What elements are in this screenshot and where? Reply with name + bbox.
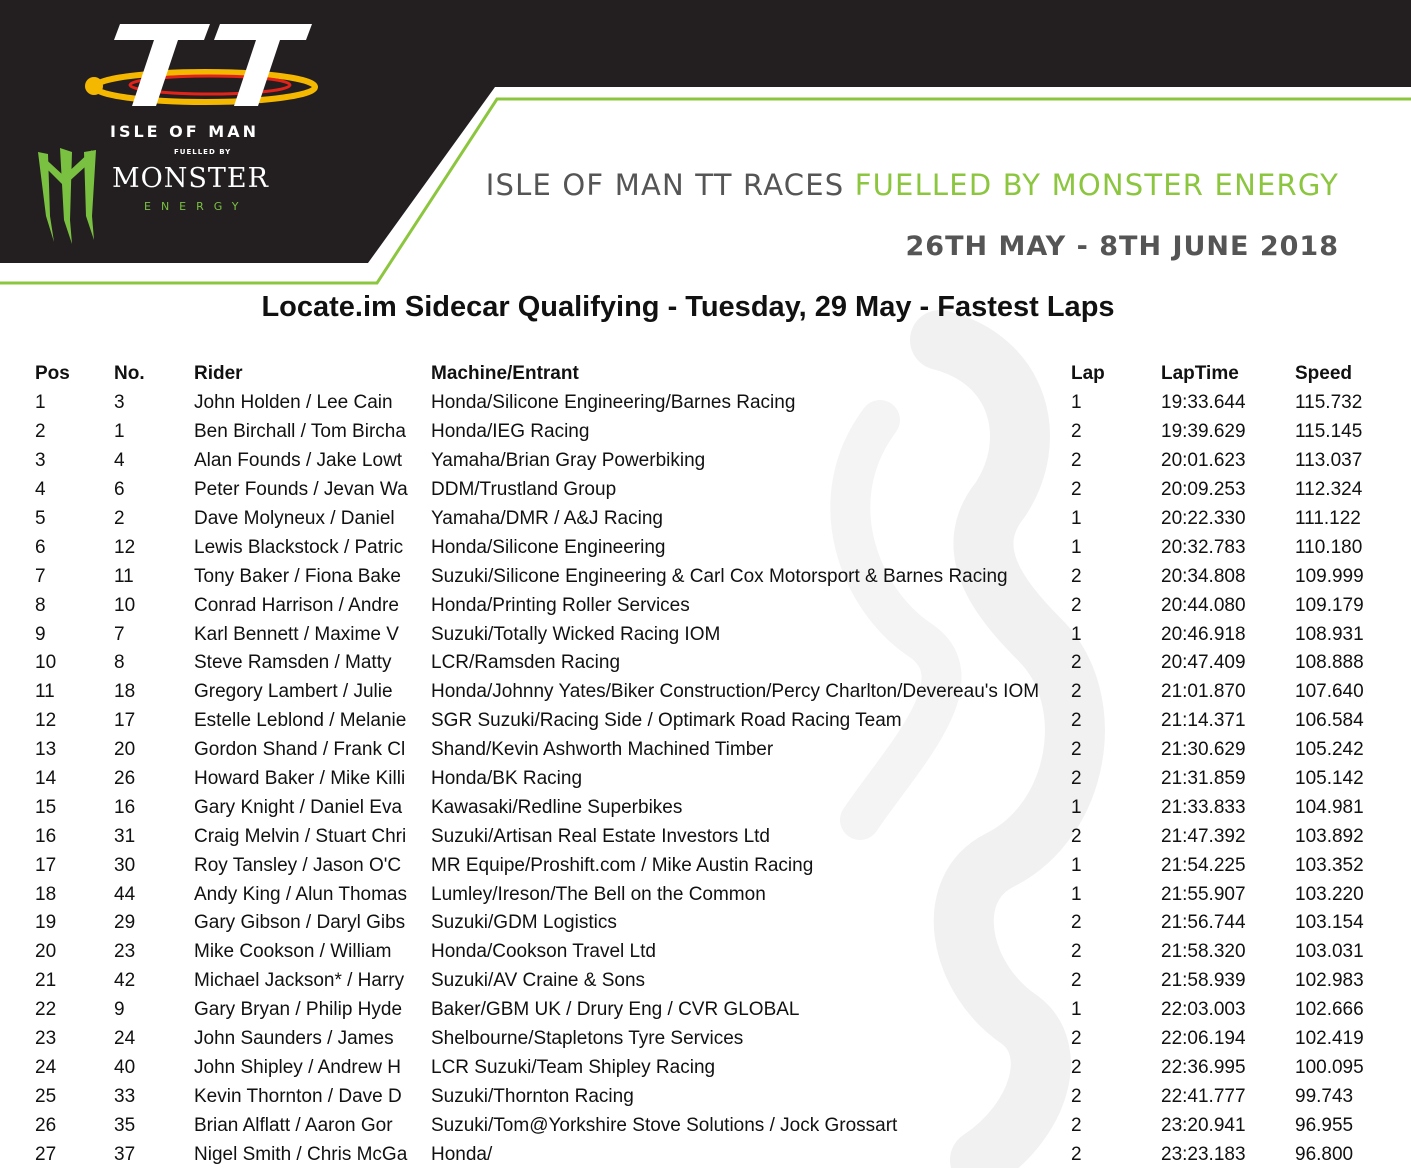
cell-rider: Conrad Harrison / Andre	[194, 594, 399, 616]
cell-pos: 14	[35, 768, 57, 790]
cell-no: 42	[114, 970, 136, 992]
cell-no: 10	[114, 594, 136, 616]
cell-pos: 19	[35, 912, 57, 934]
cell-lap: 2	[1071, 594, 1082, 616]
cell-rider: John Holden / Lee Cain	[194, 392, 393, 414]
page-title: Locate.im Sidecar Qualifying - Tuesday, 29 May - Fastest Laps	[261, 291, 1115, 323]
cell-pos: 5	[35, 508, 46, 529]
cell-machine: DDM/Trustland Group	[431, 479, 617, 501]
cell-rider: Craig Melvin / Stuart Chri	[194, 825, 407, 847]
cell-lap: 1	[1071, 796, 1082, 818]
cell-no: 18	[114, 681, 136, 703]
cell-rider: Gregory Lambert / Julie	[194, 681, 393, 703]
cell-lap: 2	[1071, 710, 1082, 732]
cell-rider: Gary Knight / Daniel Eva	[194, 796, 403, 818]
cell-no: 17	[114, 710, 136, 732]
cell-speed: 96.800	[1295, 1143, 1354, 1165]
cell-speed: 102.666	[1295, 999, 1364, 1021]
cell-laptime: 20:46.918	[1161, 623, 1246, 645]
monster-claw-icon	[34, 146, 106, 246]
cell-no: 4	[114, 450, 125, 472]
cell-machine: Yamaha/DMR / A&J Racing	[431, 508, 663, 529]
cell-rider: Gary Bryan / Philip Hyde	[194, 999, 403, 1021]
cell-pos: 9	[35, 623, 46, 645]
cell-pos: 4	[35, 479, 46, 501]
cell-machine: Lumley/Ireson/The Bell on the Common	[431, 883, 766, 905]
cell-laptime: 21:56.744	[1161, 912, 1246, 934]
cell-speed: 113.037	[1295, 450, 1363, 472]
cell-rider: Tony Baker / Fiona Bake	[194, 565, 401, 587]
cell-rider: Ben Birchall / Tom Bircha	[194, 421, 406, 443]
cell-no: 2	[114, 508, 125, 529]
cell-lap: 2	[1071, 970, 1082, 992]
cell-rider: Brian Alflatt / Aaron Gor	[194, 1114, 393, 1136]
race-series-title	[486, 168, 1339, 202]
cell-pos: 15	[35, 796, 57, 818]
cell-machine: Baker/GBM UK / Drury Eng / CVR GLOBAL	[431, 999, 800, 1021]
cell-rider: John Shipley / Andrew H	[194, 1056, 402, 1078]
cell-pos: 18	[35, 883, 57, 905]
cell-lap: 2	[1071, 479, 1082, 501]
table-row	[0, 793, 1405, 822]
cell-lap: 2	[1071, 825, 1082, 847]
cell-machine: SGR Suzuki/Racing Side / Optimark Road Racing Team	[431, 710, 902, 732]
table-row	[0, 620, 1405, 649]
cell-no: 9	[114, 999, 125, 1021]
table-row	[0, 851, 1405, 880]
cell-lap: 2	[1071, 450, 1082, 472]
cell-machine: Honda/IEG Racing	[431, 421, 590, 443]
cell-rider: Gordon Shand / Frank Cl	[194, 739, 406, 761]
table-row	[0, 1082, 1405, 1111]
cell-no: 24	[114, 1028, 136, 1050]
cell-lap: 2	[1071, 768, 1082, 790]
table-row	[0, 562, 1405, 591]
table-row	[0, 707, 1405, 736]
cell-no: 44	[114, 883, 136, 905]
cell-pos: 1	[35, 392, 46, 414]
table-row	[0, 938, 1405, 967]
cell-speed: 111.122	[1295, 508, 1361, 529]
cell-machine: LCR/Ramsden Racing	[431, 652, 621, 674]
cell-speed: 106.584	[1295, 710, 1364, 732]
cell-lap: 2	[1071, 565, 1082, 587]
cell-lap: 2	[1071, 1056, 1082, 1078]
cell-no: 26	[114, 768, 136, 790]
table-row	[0, 476, 1405, 505]
cell-rider: Karl Bennett / Maxime V	[194, 623, 399, 645]
cell-lap: 2	[1071, 739, 1082, 761]
cell-rider: Steve Ramsden / Matty	[194, 652, 392, 674]
cell-laptime: 20:01.623	[1161, 450, 1246, 472]
cell-laptime: 20:22.330	[1161, 508, 1246, 529]
cell-lap: 1	[1071, 623, 1082, 645]
cell-pos: 6	[35, 536, 46, 558]
race-series-title-green: FUELLED BY MONSTER ENERGY	[854, 168, 1339, 202]
results-table	[0, 358, 1405, 1169]
cell-machine: Yamaha/Brian Gray Powerbiking	[431, 450, 706, 472]
cell-laptime: 20:34.808	[1161, 565, 1246, 587]
cell-speed: 109.179	[1295, 594, 1364, 616]
cell-laptime: 21:47.392	[1161, 825, 1246, 847]
cell-pos: 3	[35, 450, 46, 472]
cell-no: 11	[114, 565, 134, 587]
cell-machine: Suzuki/AV Craine & Sons	[431, 970, 646, 992]
cell-laptime: 23:20.941	[1161, 1114, 1246, 1136]
cell-pos: 24	[35, 1056, 57, 1078]
cell-machine: Honda/Silicone Engineering/Barnes Racing	[431, 392, 796, 414]
cell-machine: Honda/	[431, 1143, 493, 1165]
cell-speed: 109.999	[1295, 565, 1364, 587]
cell-rider: Andy King / Alun Thomas	[194, 883, 407, 905]
cell-pos: 21	[35, 970, 57, 992]
cell-no: 12	[114, 536, 136, 558]
tt-logo-mark	[80, 22, 320, 112]
cell-speed: 96.955	[1295, 1114, 1354, 1136]
cell-pos: 27	[35, 1143, 57, 1165]
cell-rider: Alan Founds / Jake Lowt	[194, 450, 403, 472]
cell-lap: 1	[1071, 883, 1082, 905]
table-row	[0, 1140, 1405, 1169]
cell-laptime: 21:55.907	[1161, 883, 1246, 905]
cell-no: 35	[114, 1114, 136, 1136]
cell-rider: Nigel Smith / Chris McGa	[194, 1143, 408, 1165]
monster-brand: MONSTER	[112, 163, 269, 194]
tt-logo	[0, 0, 360, 260]
cell-machine: Shand/Kevin Ashworth Machined Timber	[431, 739, 774, 761]
cell-laptime: 22:06.194	[1161, 1028, 1246, 1050]
cell-lap: 2	[1071, 1143, 1082, 1165]
cell-speed: 103.031	[1295, 941, 1364, 963]
table-row	[0, 1053, 1405, 1082]
cell-rider: John Saunders / James	[194, 1028, 394, 1050]
cell-laptime: 21:33.833	[1161, 796, 1246, 818]
cell-no: 30	[114, 854, 136, 876]
table-row	[0, 909, 1405, 938]
cell-lap: 2	[1071, 652, 1082, 674]
cell-no: 40	[114, 1056, 136, 1078]
table-row	[0, 967, 1405, 996]
cell-machine: MR Equipe/Proshift.com / Mike Austin Racing	[431, 854, 814, 876]
cell-machine: Honda/Johnny Yates/Biker Construction/Percy Charlton/Devereau's IOM	[431, 681, 1040, 703]
cell-laptime: 22:36.995	[1161, 1056, 1246, 1078]
cell-rider: Kevin Thornton / Dave D	[194, 1085, 402, 1107]
cell-laptime: 22:41.777	[1161, 1085, 1246, 1107]
cell-speed: 107.640	[1295, 681, 1364, 703]
cell-machine: Honda/Cookson Travel Ltd	[431, 941, 656, 963]
cell-machine: Suzuki/Thornton Racing	[431, 1085, 634, 1107]
header-no: No.	[114, 362, 145, 384]
cell-lap: 2	[1071, 1085, 1082, 1107]
cell-rider: Estelle Leblond / Melanie	[194, 710, 407, 732]
cell-pos: 17	[35, 854, 57, 876]
cell-rider: Peter Founds / Jevan Wa	[194, 479, 408, 501]
cell-speed: 108.931	[1295, 623, 1364, 645]
table-row	[0, 533, 1405, 562]
cell-speed: 108.888	[1295, 652, 1364, 674]
cell-lap: 1	[1071, 392, 1082, 414]
cell-pos: 25	[35, 1085, 57, 1107]
event-date-range: 26TH MAY - 8TH JUNE 2018	[905, 231, 1339, 262]
cell-machine: Suzuki/Artisan Real Estate Investors Ltd	[431, 825, 770, 847]
cell-pos: 12	[35, 710, 57, 732]
cell-pos: 16	[35, 825, 57, 847]
cell-lap: 1	[1071, 536, 1082, 558]
cell-pos: 8	[35, 594, 46, 616]
cell-speed: 100.095	[1295, 1056, 1364, 1078]
cell-no: 31	[114, 825, 136, 847]
cell-machine: LCR Suzuki/Team Shipley Racing	[431, 1056, 716, 1078]
cell-no: 7	[114, 623, 125, 645]
cell-speed: 110.180	[1295, 536, 1363, 558]
cell-pos: 20	[35, 941, 57, 963]
cell-speed: 103.892	[1295, 825, 1364, 847]
cell-laptime: 19:39.629	[1161, 421, 1246, 443]
table-row	[0, 765, 1405, 794]
cell-lap: 2	[1071, 681, 1082, 703]
cell-lap: 2	[1071, 941, 1082, 963]
table-row	[0, 418, 1405, 447]
table-row	[0, 678, 1405, 707]
cell-no: 23	[114, 941, 136, 963]
table-row	[0, 736, 1405, 765]
cell-laptime: 22:03.003	[1161, 999, 1246, 1021]
cell-pos: 13	[35, 739, 57, 761]
cell-laptime: 21:30.629	[1161, 739, 1246, 761]
cell-lap: 2	[1071, 1114, 1082, 1136]
cell-pos: 11	[35, 681, 55, 703]
cell-speed: 115.145	[1295, 421, 1363, 443]
cell-laptime: 21:58.320	[1161, 941, 1246, 963]
cell-rider: Roy Tansley / Jason O'C	[194, 854, 402, 876]
cell-laptime: 20:09.253	[1161, 479, 1246, 501]
isle-of-man-brand: ISLE OF MAN	[110, 122, 259, 141]
cell-laptime: 20:47.409	[1161, 652, 1246, 674]
cell-pos: 26	[35, 1114, 57, 1136]
cell-lap: 1	[1071, 854, 1082, 876]
cell-machine: Honda/Printing Roller Services	[431, 594, 690, 616]
cell-laptime: 21:54.225	[1161, 854, 1246, 876]
table-row	[0, 880, 1405, 909]
header-rider: Rider	[194, 362, 243, 384]
cell-speed: 99.743	[1295, 1085, 1354, 1107]
cell-pos: 10	[35, 652, 57, 674]
cell-laptime: 21:58.939	[1161, 970, 1246, 992]
cell-no: 37	[114, 1143, 136, 1165]
cell-laptime: 20:32.783	[1161, 536, 1246, 558]
table-row	[0, 822, 1405, 851]
header-machine: Machine/Entrant	[431, 362, 579, 384]
cell-lap: 1	[1071, 508, 1082, 529]
cell-pos: 23	[35, 1028, 57, 1050]
cell-laptime: 21:31.859	[1161, 768, 1246, 790]
cell-laptime: 21:01.870	[1161, 681, 1246, 703]
table-row	[0, 447, 1405, 476]
cell-pos: 2	[35, 421, 46, 443]
fuelled-by-brand: FUELLED BY	[174, 148, 232, 156]
table-row	[0, 996, 1405, 1025]
cell-speed: 105.242	[1295, 739, 1364, 761]
table-row	[0, 591, 1405, 620]
race-series-title-grey: ISLE OF MAN TT RACES	[485, 168, 845, 202]
cell-machine: Suzuki/Totally Wicked Racing IOM	[431, 623, 721, 645]
cell-lap: 1	[1071, 999, 1082, 1021]
table-row	[0, 649, 1405, 678]
cell-machine: Suzuki/GDM Logistics	[431, 912, 617, 934]
cell-pos: 22	[35, 999, 57, 1021]
cell-no: 20	[114, 739, 136, 761]
cell-speed: 103.352	[1295, 854, 1364, 876]
energy-brand: ENERGY	[144, 200, 249, 213]
cell-machine: Shelbourne/Stapletons Tyre Services	[431, 1028, 744, 1050]
cell-machine: Suzuki/Tom@Yorkshire Stove Solutions / Jock Grossart	[431, 1114, 898, 1136]
cell-speed: 115.732	[1295, 392, 1363, 414]
cell-machine: Honda/BK Racing	[431, 768, 583, 790]
cell-pos: 7	[35, 565, 46, 587]
cell-speed: 104.981	[1295, 796, 1364, 818]
cell-lap: 2	[1071, 1028, 1082, 1050]
cell-speed: 105.142	[1295, 768, 1364, 790]
table-row	[0, 1025, 1405, 1054]
cell-rider: Michael Jackson* / Harry	[194, 970, 405, 992]
cell-no: 1	[114, 421, 125, 443]
cell-no: 6	[114, 479, 125, 501]
triskelion-icon	[85, 77, 103, 95]
cell-laptime: 21:14.371	[1161, 710, 1246, 732]
cell-speed: 103.154	[1295, 912, 1364, 934]
cell-laptime: 19:33.644	[1161, 392, 1246, 414]
cell-no: 16	[114, 796, 136, 818]
table-row	[0, 1111, 1405, 1140]
cell-speed: 103.220	[1295, 883, 1364, 905]
cell-rider: Howard Baker / Mike Killi	[194, 768, 406, 790]
cell-speed: 112.324	[1295, 479, 1363, 501]
cell-rider: Gary Gibson / Daryl Gibs	[194, 912, 406, 934]
cell-machine: Kawasaki/Redline Superbikes	[431, 796, 683, 818]
cell-rider: Lewis Blackstock / Patric	[194, 536, 404, 558]
cell-lap: 2	[1071, 912, 1082, 934]
table-row	[0, 505, 1405, 534]
cell-lap: 2	[1071, 421, 1082, 443]
results-body	[0, 389, 1405, 1169]
table-row	[0, 389, 1405, 418]
cell-machine: Suzuki/Silicone Engineering & Carl Cox Motorsport & Barnes Racing	[431, 565, 1008, 587]
cell-rider: Mike Cookson / William	[194, 941, 392, 963]
header-laptime: LapTime	[1161, 362, 1239, 384]
cell-laptime: 20:44.080	[1161, 594, 1246, 616]
cell-no: 33	[114, 1085, 136, 1107]
header-pos: Pos	[35, 362, 70, 384]
cell-no: 3	[114, 392, 125, 414]
cell-laptime: 23:23.183	[1161, 1143, 1246, 1165]
cell-rider: Dave Molyneux / Daniel	[194, 508, 395, 529]
header-speed: Speed	[1295, 362, 1353, 384]
cell-machine: Honda/Silicone Engineering	[431, 536, 666, 558]
cell-no: 8	[114, 652, 125, 674]
cell-speed: 102.983	[1295, 970, 1364, 992]
cell-speed: 102.419	[1295, 1028, 1364, 1050]
cell-no: 29	[114, 912, 136, 934]
header-lap: Lap	[1071, 362, 1105, 384]
table-header-row	[0, 358, 1405, 389]
